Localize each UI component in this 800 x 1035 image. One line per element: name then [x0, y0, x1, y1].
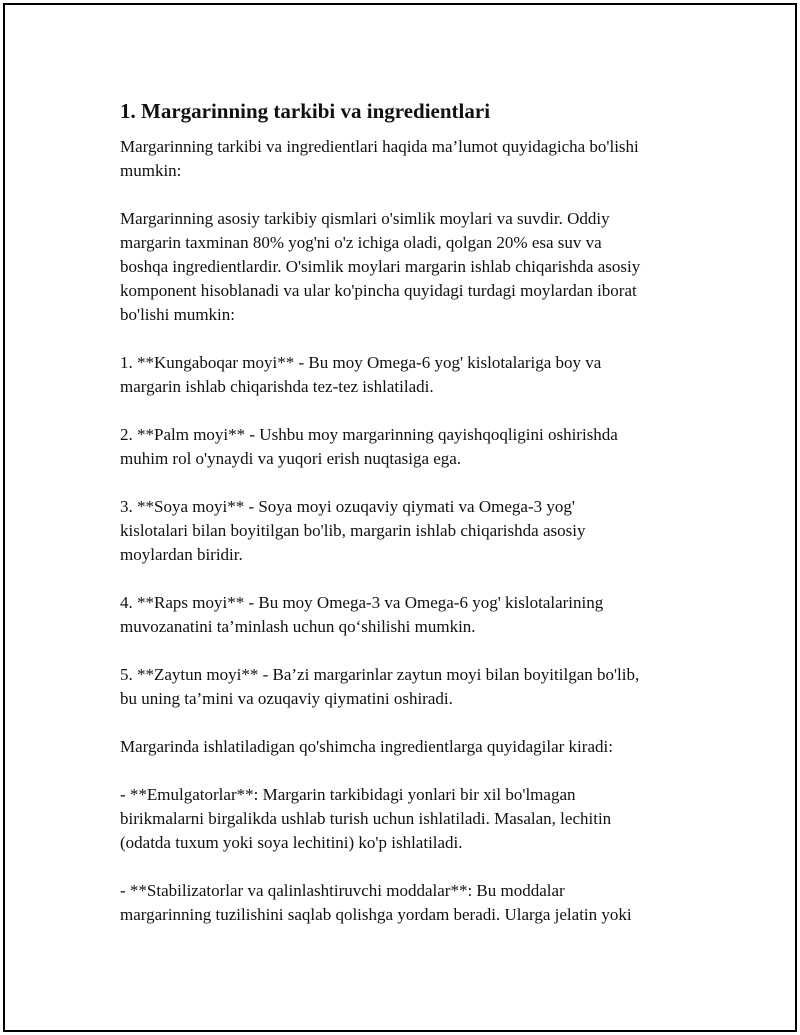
additional-ingredients-intro: Margarinda ishlatiladigan qo'shimcha ingredientlarga quyidagilar kiradi: [120, 737, 613, 756]
list-item-palm-oil: 2. **Palm moyi** - Ushbu moy margarinning qayishqoqligini oshirishda muhim rol o'ynaydi va yuqori erish nuqtasiga ega. [120, 425, 618, 468]
page-frame [3, 3, 797, 1032]
list-item-soy-oil: 3. **Soya moyi** - Soya moyi ozuqaviy qiymati va Omega-3 yog' kislotalari bilan boyitilgan bo'lib, margarin ishlab chiqarishda asosiy moylardan biridir. [120, 497, 586, 564]
intro-paragraph: Margarinning tarkibi va ingredientlari haqida ma’lumot quyidagicha bo'lishi mumkin: [120, 137, 639, 180]
section-heading: 1. Margarinning tarkibi va ingredientlari [120, 99, 491, 123]
list-item-rapeseed-oil: 4. **Raps moyi** - Bu moy Omega-3 va Omega-6 yog' kislotalarining muvozanatini ta’minlash uchun qo‘shilishi mumkin. [120, 593, 604, 636]
composition-paragraph: Margarinning asosiy tarkibiy qismlari o'simlik moylari va suvdir. Oddiy margarin taxminan 80% yog'ni o'z ichiga oladi, qolgan 20% esa suv va boshqa ingredientlardir. O'simlik moylari margarin ishlab chiqarishda asosiy komponent hisoblanadi va ular ko'pincha quyidagi turdagi moylardan iborat bo'lishi mumkin: [120, 209, 641, 324]
list-item-olive-oil: 5. **Zaytun moyi** - Ba’zi margarinlar zaytun moyi bilan boyitilgan bo'lib, bu uning ta’mini va ozuqaviy qiymatini oshiradi. [120, 665, 640, 708]
document-body [120, 97, 700, 951]
bullet-emulsifiers: - **Emulgatorlar**: Margarin tarkibidagi yonlari bir xil bo'lmagan birikmalarni birgalikda ushlab turish uchun ishlatiladi. Masalan, lechitin (odatda tuxum yoki soya lechitini) ko'p ishlatiladi. [120, 785, 612, 852]
list-item-sunflower-oil: 1. **Kungaboqar moyi** - Bu moy Omega-6 yog' kislotalariga boy va margarin ishlab chiqarishda tez-tez ishlatiladi. [120, 353, 602, 396]
bullet-stabilizers: - **Stabilizatorlar va qalinlashtiruvchi moddalar**: Bu moddalar margarinning tuzilishini saqlab qolishga yordam beradi. Ularga jelatin yoki [120, 881, 632, 924]
